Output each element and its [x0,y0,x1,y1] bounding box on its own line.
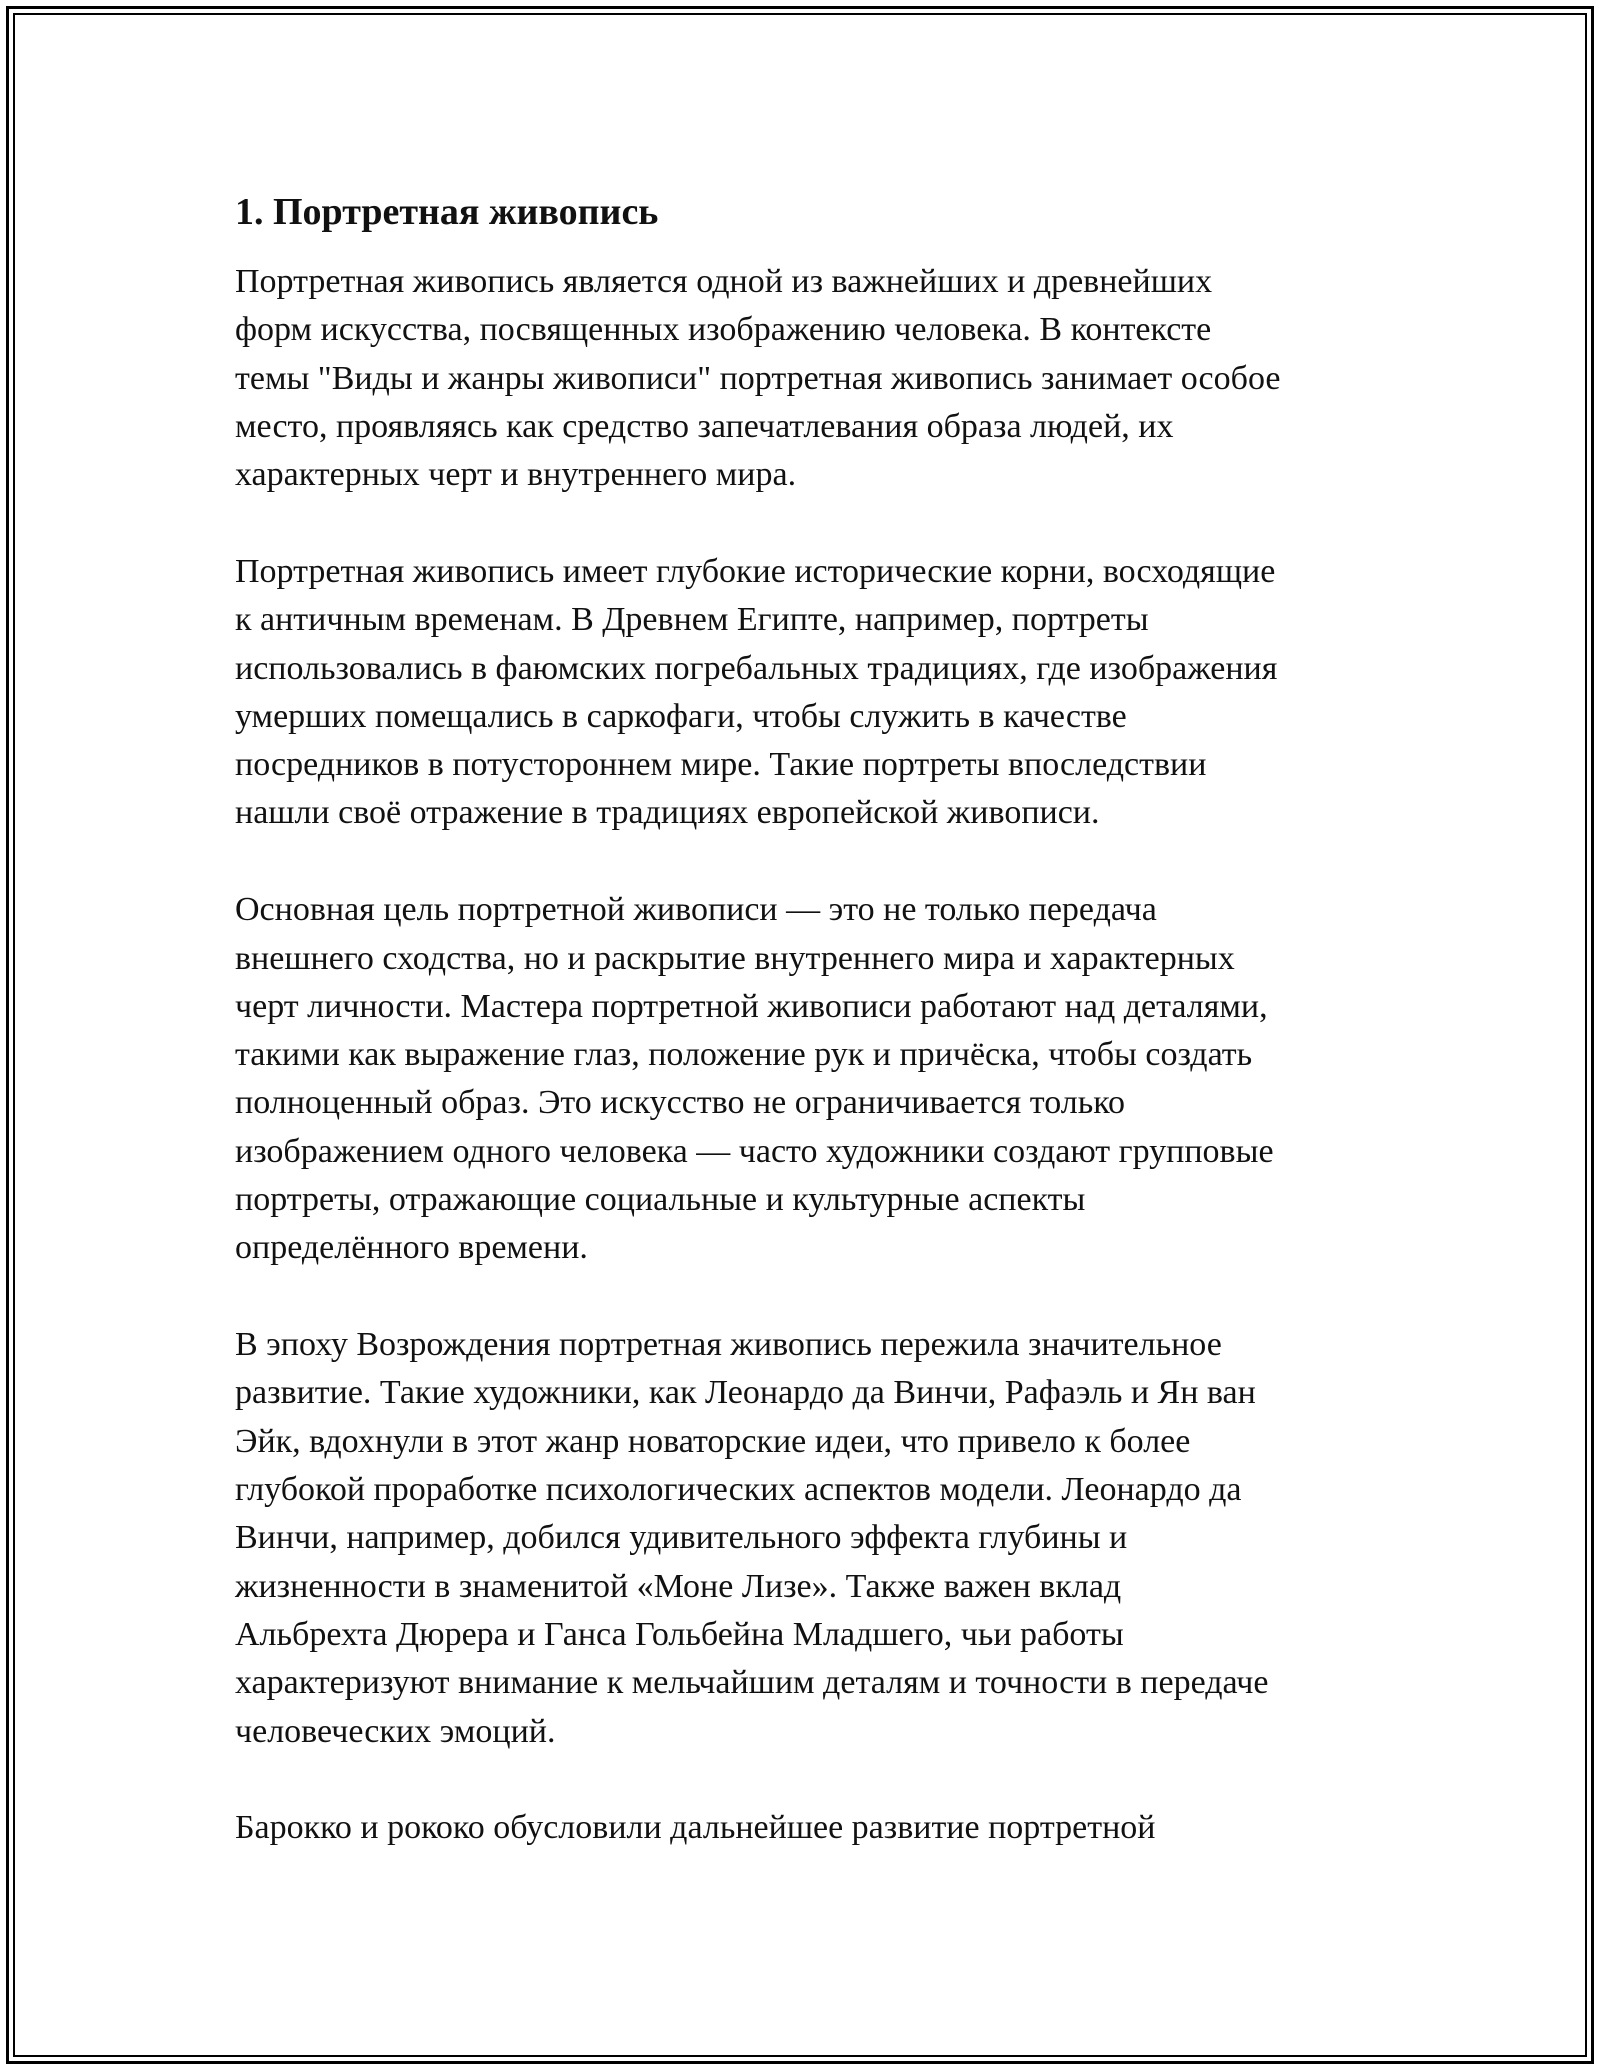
paragraph-line: черт личности. Мастера портретной живописи работают над деталями, [235,987,1268,1025]
paragraph-line: определённого времени. [235,1229,588,1267]
paragraph-line: глубокой проработке психологических аспектов модели. Леонардо да [235,1471,1242,1509]
paragraph-line: Эйк, вдохнули в этот жанр новаторские идеи, что привело к более [235,1422,1191,1460]
paragraph-line: использовались в фаюмских погребальных традициях, где изображения [235,649,1278,687]
paragraph-line: развитие. Такие художники, как Леонардо да Винчи, Рафаэль и Ян ван [235,1374,1256,1412]
paragraph-line: умерших помещались в саркофаги, чтобы служить в качестве [235,697,1127,735]
paragraph-line: посредников в потустороннем мире. Такие портреты впоследствии [235,746,1207,784]
paragraph-2 [235,548,1375,838]
paragraph-line: Портретная живопись имеет глубокие исторические корни, восходящие [235,552,1276,590]
paragraph-line: Винчи, например, добился удивительного эффекта глубины и [235,1519,1128,1557]
paragraph-3 [235,886,1375,1272]
section-heading: 1. Портретная живопись [235,191,659,233]
paragraph-line: к античным временам. В Древнем Египте, например, портреты [235,601,1149,639]
paragraph-line: полноценный образ. Это искусство не ограничивается только [235,1084,1126,1122]
paragraph-line: В эпоху Возрождения портретная живопись пережила значительное [235,1326,1222,1364]
paragraph-line: форм искусства, посвященных изображению человека. В контексте [235,311,1212,349]
paragraph-line: человеческих эмоций. [235,1712,556,1750]
paragraph-line: Портретная живопись является одной из важнейших и древнейших [235,263,1213,300]
paragraph-line: место, проявляясь как средство запечатлевания образа людей, их [235,407,1174,445]
paragraph-line: нашли своё отражение в традициях европейской живописи. [235,794,1100,832]
paragraph-line: Основная цель портретной живописи — это не только передача [235,891,1157,929]
paragraph-4 [235,1321,1375,1756]
document-body [235,186,1375,1901]
paragraph-1 [235,258,1375,499]
paragraph-line: Альбрехта Дюрера и Ганса Гольбейна Младшего, чьи работы [235,1615,1124,1653]
paragraph-line: характеризуют внимание к мельчайшим деталям и точности в передаче [235,1664,1269,1702]
paragraph-line: изображением одного человека — часто художники создают групповые [235,1132,1274,1170]
paragraph-line: Барокко и рококо обусловили дальнейшее развитие портретной [235,1809,1156,1847]
paragraph-line: жизненности в знаменитой «Моне Лизе». Также важен вклад [235,1567,1122,1605]
paragraph-line: портреты, отражающие социальные и культурные аспекты [235,1181,1086,1219]
paragraph-line: такими как выражение глаз, положение рук и причёска, чтобы создать [235,1036,1253,1074]
paragraph-5 [235,1804,1375,1852]
paragraph-line: характерных черт и внутреннего мира. [235,456,797,494]
paragraph-line: темы "Виды и жанры живописи" портретная живопись занимает особое [235,359,1281,397]
paragraph-line: внешнего сходства, но и раскрытие внутреннего мира и характерных [235,939,1235,977]
